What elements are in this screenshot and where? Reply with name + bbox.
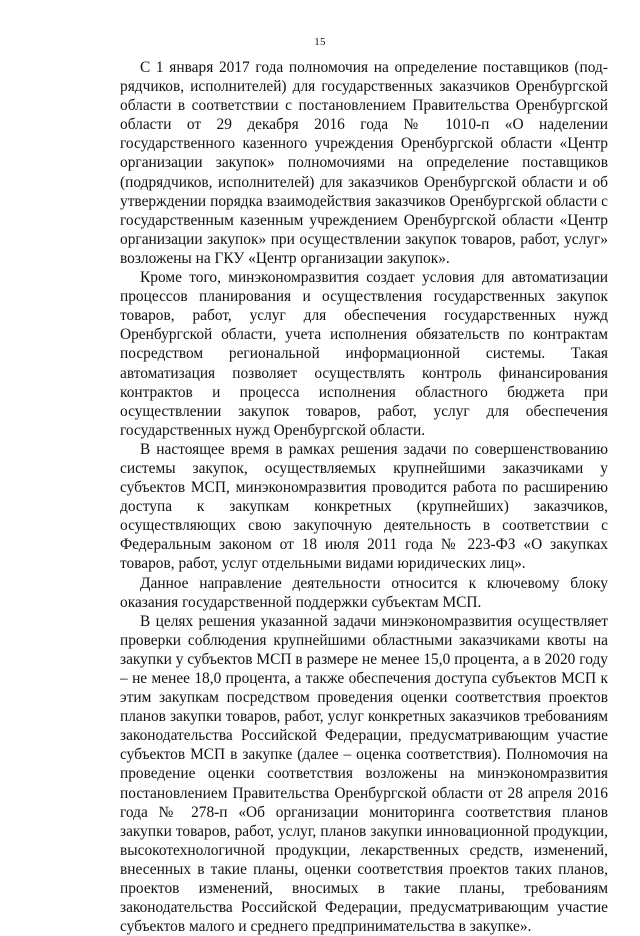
paragraph-quota-compliance: В целях решения указанной задачи минэкономразвития осуществляет проверки соблюдения крупнейшими областными заказчиками квоты на закупки у субъектов МСП в размере не менее 15,0 процента, а в 2020 году – не менее 18,0 процента, а также обеспечения доступа субъектов МСП к этим закупкам посредством проведения оценки соответствия проектов планов закупки товаров, работ, услуг конкретных заказчиков требованиям законодательства Российской Федерации, предусматривающим участие субъектов МСП в закупке (далее – оценка соответствия). Полномочия на проведение оценки соответствия возложены на минэкономразвития постановлением Правительства Оренбургской области от 28 апреля 2016 года № 278-п «Об организации мониторинга соответствия планов закупки товаров, работ, услуг, планов закупки инновационной продукции, высокотехнологичной продукции, лекарственных средств, изменений, внесенных в такие планы, оценки соответствия проектов таких планов, проектов изменений, вносимых в такие планы, требованиям законодательства Российской Федерации, предусматривающим участие субъектов малого и среднего предпринимательства в закупке». [120, 612, 608, 936]
paragraph-smb-procurement-access: В настоящее время в рамках решения задачи по совершенствованию системы закупок, осуществляемых крупнейшими заказчиками у субъектов МСП, минэкономразвития проводится работа по расширению доступа к закупкам конкретных (крупнейших) заказчиков, осуществляющих свою закупочную деятельность в соответствии с Федеральным законом от 18 июля 2011 года № 223-ФЗ «О закупках товаров, работ, услуг отдельными видами юридических лиц». [120, 440, 608, 573]
paragraph-procurement-authority: С 1 января 2017 года полномочия на определение поставщиков (подрядчиков, исполнителей) для государственных заказчиков Оренбургской области в соответствии с постановлением Правительства Оренбургской области от 29 декабря 2016 года № 1010-п «О наделении государственного казенного учреждения Оренбургской области «Центр организации закупок» полномочиями на определение поставщиков (подрядчиков, исполнителей) для заказчиков Оренбургской области и об утверждении порядка взаимодействия заказчиков Оренбургской области с государственным казенным учреждением Оренбургской области «Центр организации закупок» при осуществлении закупок товаров, работ, услуг» возложены на ГКУ «Центр организации закупок». [120, 59, 608, 267]
page-number: 15 [314, 36, 326, 48]
document-body [120, 58, 608, 936]
paragraph-automation: Кроме того, минэкономразвития создает условия для автоматизации процессов планирования и осуществления государственных закупок товаров, работ, услуг для обеспечения государственных нужд Оренбургской области, учета исполнения обязательств по контрактам посредством региональной информационной системы. Такая автоматизация позволяет осуществлять контроль финансирования контрактов и процесса исполнения областного бюджета при осуществлении закупок товаров, работ, услуг для обеспечения государственных нужд Оренбургской области. [120, 269, 608, 439]
paragraph-support-block: Данное направление деятельности относится к ключевому блоку оказания государственной поддержки субъектам МСП. [120, 574, 608, 611]
